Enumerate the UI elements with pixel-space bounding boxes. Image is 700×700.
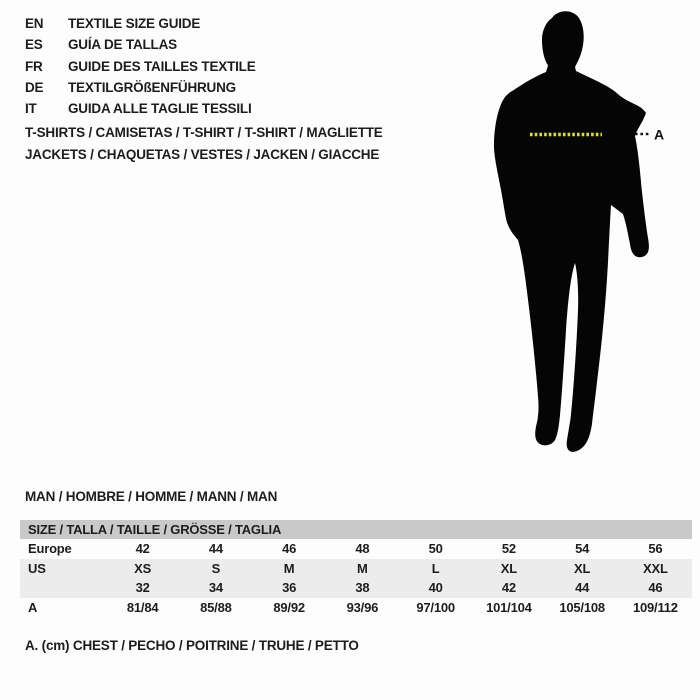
man-silhouette-shape — [494, 11, 649, 452]
language-row-es — [25, 34, 256, 55]
table-cell: M — [357, 560, 368, 576]
table-cell: 48 — [355, 541, 370, 557]
table-row-us — [20, 559, 692, 579]
table-cell: 93/96 — [346, 599, 379, 615]
category-list — [25, 122, 383, 166]
language-list — [25, 13, 256, 119]
section-title: MAN / HOMBRE / HOMME / MANN / MAN — [25, 489, 278, 504]
language-label: TEXTILE SIZE GUIDE — [68, 16, 201, 32]
language-label: GUIDA ALLE TAGLIE TESSILI — [68, 101, 252, 117]
language-code: EN — [25, 16, 44, 32]
size-table-header — [20, 520, 692, 539]
table-cell: S — [211, 560, 221, 576]
table-cell: 109/112 — [632, 599, 678, 615]
language-row-it — [25, 98, 256, 119]
table-cell: 40 — [428, 580, 443, 596]
table-cell: XXL — [643, 560, 668, 576]
table-cell: 105/108 — [559, 599, 605, 615]
category-tshirts: T-SHIRTS / CAMISETAS / T-SHIRT / T-SHIRT / MAGLIETTE — [25, 125, 383, 140]
table-cell: 44 — [208, 541, 223, 557]
size-table — [20, 520, 692, 617]
table-row-europe — [20, 539, 692, 559]
table-cell: 56 — [648, 541, 663, 557]
language-row-de — [25, 77, 256, 98]
row-label: US — [28, 560, 46, 576]
table-cell: L — [431, 560, 440, 576]
table-cell: 97/100 — [416, 599, 455, 615]
table-row-chest — [20, 598, 692, 618]
measurement-footnote: A. (cm) CHEST / PECHO / POITRINE / TRUHE / PETTO — [25, 638, 359, 653]
category-jackets: JACKETS / CHAQUETAS / VESTES / JACKEN / GIACCHE — [25, 147, 380, 162]
language-code: FR — [25, 58, 43, 74]
language-row-en — [25, 13, 256, 34]
table-cell: 46 — [282, 541, 297, 557]
table-cell: 38 — [355, 580, 370, 596]
table-cell: 46 — [648, 580, 663, 596]
language-row-fr — [25, 56, 256, 77]
language-label: GUÍA DE TALLAS — [68, 37, 177, 53]
table-cell: XS — [134, 560, 152, 576]
language-label: TEXTILGRÖßENFÜHRUNG — [68, 80, 236, 96]
table-cell: 42 — [135, 541, 150, 557]
language-label: GUIDE DES TAILLES TEXTILE — [68, 58, 256, 74]
table-cell: 50 — [428, 541, 443, 557]
table-cell: 89/92 — [273, 599, 305, 615]
table-cell: 101/104 — [486, 599, 532, 615]
table-cell: 52 — [501, 541, 516, 557]
row-label: A — [28, 599, 38, 615]
measure-label-a: A — [654, 126, 665, 143]
table-cell: XL — [574, 560, 591, 576]
table-cell: M — [283, 560, 295, 576]
size-table-header-label: SIZE / TALLA / TAILLE / GRÖSSE / TAGLIA — [28, 522, 282, 537]
table-cell: 36 — [282, 580, 297, 596]
table-cell: 34 — [208, 580, 223, 596]
language-code: ES — [25, 37, 43, 53]
table-cell: 32 — [135, 580, 150, 596]
table-cell: 54 — [575, 541, 590, 557]
row-label: Europe — [28, 541, 72, 557]
language-code: DE — [25, 80, 44, 96]
table-cell: XL — [500, 560, 517, 576]
table-cell: 85/88 — [200, 599, 232, 615]
table-row-numeric — [20, 578, 692, 598]
table-cell: 42 — [501, 580, 516, 596]
table-cell: 81/84 — [126, 599, 159, 615]
table-cell: 44 — [575, 580, 590, 596]
man-figure — [480, 0, 700, 470]
language-code: IT — [25, 101, 37, 117]
